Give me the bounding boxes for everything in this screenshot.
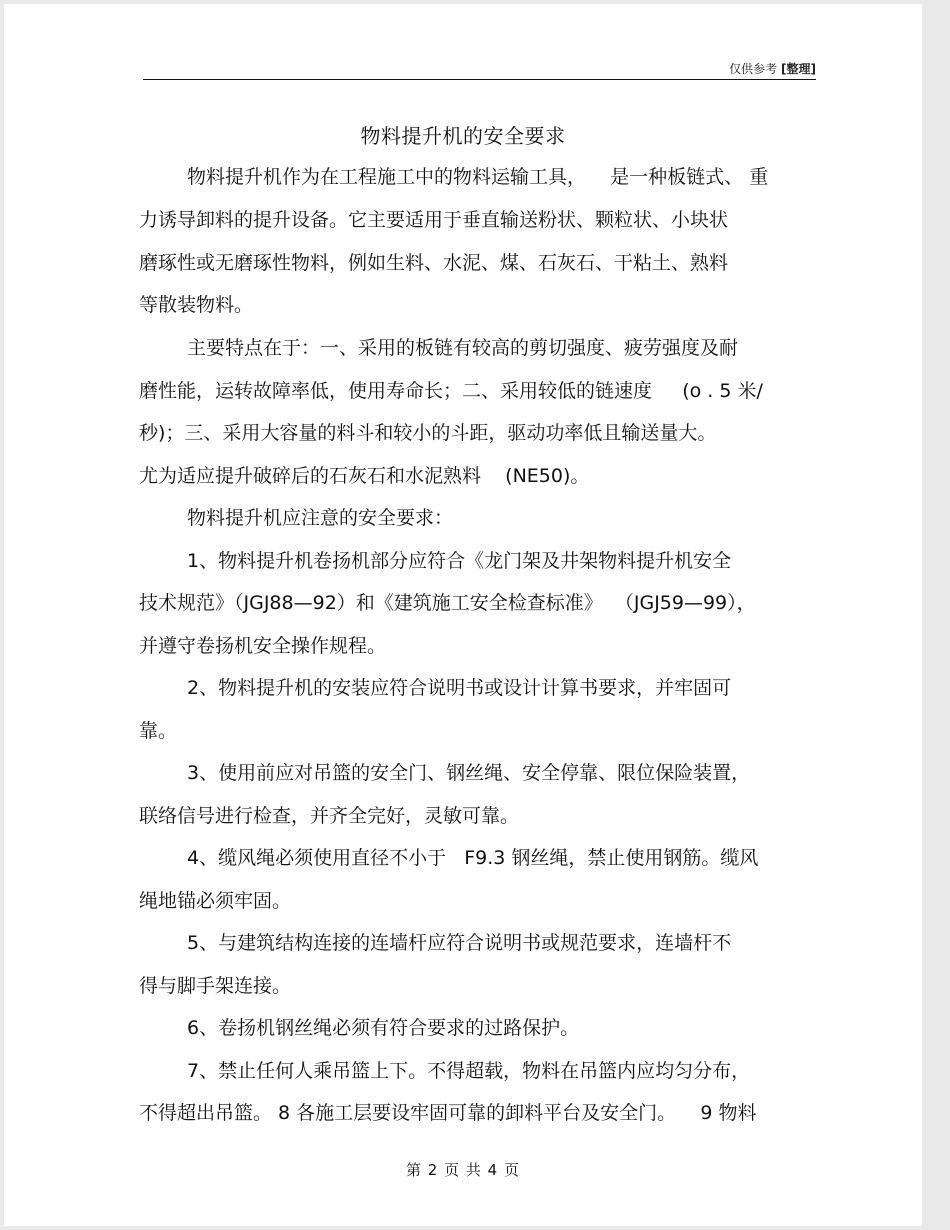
text-line: 2、物料提升机的安装应符合说明书或设计计算书要求，并牢固可 <box>187 677 732 699</box>
header-note <box>674 60 816 77</box>
text-line: 1、物料提升机卷扬机部分应符合《龙门架及井架物料提升机安全 <box>187 550 732 572</box>
header-note-prefix: 仅供参考 <box>729 62 778 76</box>
text-line: 5、与建筑结构连接的连墙杆应符合说明书或规范要求，连墙杆不 <box>187 932 732 954</box>
text-line: 联络信号进行检查，并齐全完好，灵敏可靠。 <box>139 805 520 827</box>
text-line: 靠。 <box>139 720 178 742</box>
text-line: 主要特点在于：一、采用的板链有较高的剪切强度、疲劳强度及耐 <box>187 337 739 359</box>
text-line: 绳地锚必须牢固。 <box>139 890 292 912</box>
text-line: 6、卷扬机钢丝绳必须有符合要求的过路保护。 <box>187 1017 580 1039</box>
text-line: 4、缆风绳必须使用直径不小于 F9.3 钢丝绳，禁止使用钢筋。缆风 <box>187 847 759 869</box>
text-line: 磨琢性或无磨琢性物料，例如生料、水泥、煤、石灰石、干粘土、熟料 <box>139 252 729 274</box>
text-line: 力诱导卸料的提升设备。它主要适用于垂直输送粉状、颗粒状、小块状 <box>139 209 729 231</box>
text-line: 不得超出吊篮。 8 各施工层要设牢固可靠的卸料平台及安全门。 9 物料 <box>139 1102 757 1124</box>
document-page <box>4 4 922 1226</box>
text-line: 技术规范》（JGJ88—92）和《建筑施工安全检查标准》 （JGJ59—99）， <box>139 592 756 614</box>
text-line: 物料提升机作为在工程施工中的物料运输工具， 是一种板链式、 重 <box>187 166 769 188</box>
text-line: 磨性能，运转故障率低，使用寿命长；二、采用较低的链速度 (o . 5 米/ <box>139 380 763 402</box>
text-line: 秒)；三、采用大容量的料斗和较小的斗距，驱动功率低且输送量大。 <box>139 422 717 444</box>
page-footer: 第 2 页 共 4 页 <box>406 1161 520 1179</box>
header-note-bracket: [整理] <box>781 62 816 76</box>
text-line: 得与脚手架连接。 <box>139 975 292 997</box>
text-line: 物料提升机应注意的安全要求： <box>187 507 454 529</box>
header-divider <box>143 79 816 80</box>
text-line: 并遵守卷扬机安全操作规程。 <box>139 635 387 657</box>
text-line: 7、禁止任何人乘吊篮上下。不得超载，物料在吊篮内应均匀分布， <box>187 1060 751 1082</box>
text-line: 等散装物料。 <box>139 294 254 316</box>
document-title: 物料提升机的安全要求 <box>360 124 566 148</box>
text-line: 尤为适应提升破碎后的石灰石和水泥熟料 (NE50)。 <box>139 465 590 487</box>
text-line: 3、使用前应对吊篮的安全门、钢丝绳、安全停靠、限位保险装置， <box>187 762 751 784</box>
